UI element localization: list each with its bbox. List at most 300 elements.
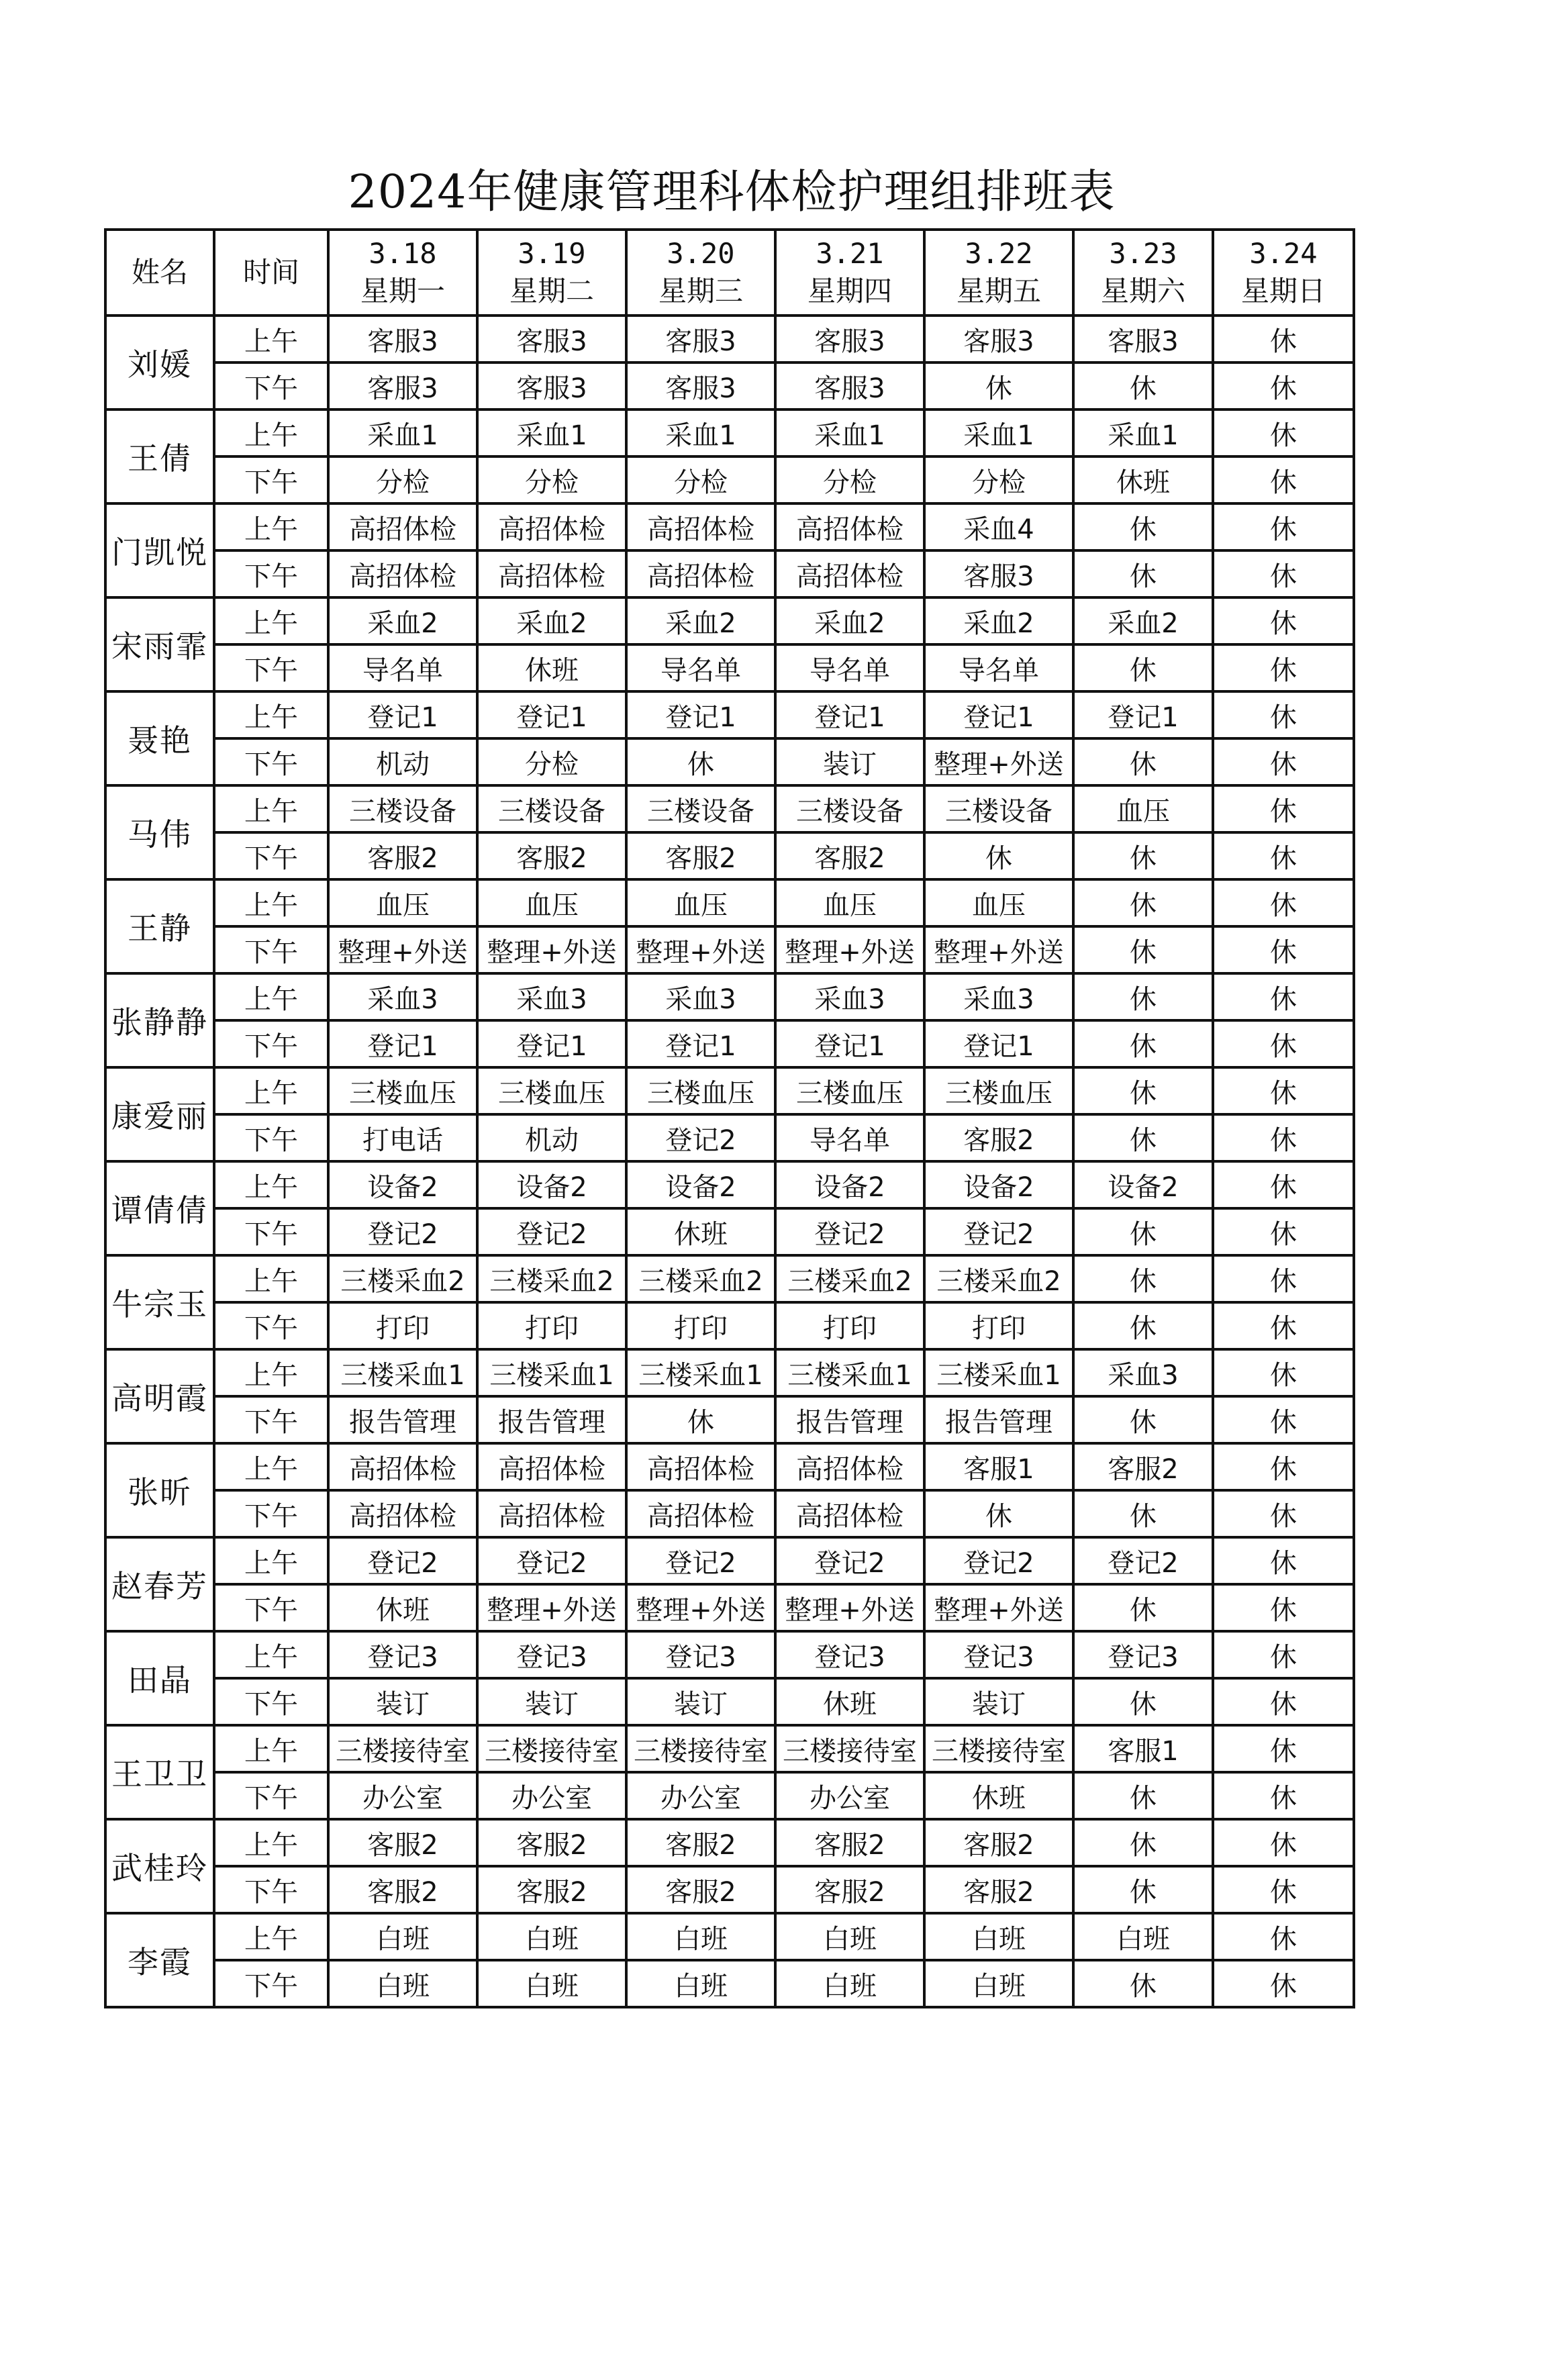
shift-cell: 整理+外送 [477,1584,626,1631]
shift-cell: 休 [1213,1114,1354,1161]
shift-cell: 登记2 [1073,1537,1213,1584]
shift-cell: 分检 [775,456,924,503]
shift-cell: 登记2 [477,1208,626,1255]
shift-cell: 客服2 [477,1866,626,1913]
shift-cell: 白班 [626,1960,775,2007]
period-label: 下午 [214,1396,328,1443]
staff-name: 刘媛 [105,316,214,409]
shift-cell: 报告管理 [775,1396,924,1443]
staff-name: 王静 [105,879,214,973]
schedule-row-pm [105,1020,1354,1067]
shift-cell: 三楼接待室 [775,1725,924,1772]
shift-cell: 休 [1213,879,1354,926]
shift-cell: 血压 [1073,785,1213,832]
shift-cell: 休 [1213,1349,1354,1396]
shift-cell: 休班 [328,1584,477,1631]
schedule-row-pm [105,1490,1354,1537]
shift-cell: 登记3 [1073,1631,1213,1678]
period-label: 上午 [214,1443,328,1490]
shift-cell: 登记1 [924,691,1073,738]
schedule-row-am [105,973,1354,1020]
schedule-row-pm [105,456,1354,503]
shift-cell: 客服2 [775,1866,924,1913]
schedule-row-am [105,1443,1354,1490]
shift-cell: 三楼采血1 [328,1349,477,1396]
shift-cell: 休 [1073,1866,1213,1913]
shift-cell: 高招体检 [626,503,775,550]
shift-cell: 登记2 [775,1208,924,1255]
shift-cell: 休 [1213,1772,1354,1819]
shift-cell: 休 [1073,1819,1213,1866]
shift-cell: 设备2 [1073,1161,1213,1208]
shift-cell: 整理+外送 [924,738,1073,785]
shift-cell: 登记2 [924,1208,1073,1255]
shift-cell: 分检 [477,456,626,503]
shift-cell: 客服2 [1073,1443,1213,1490]
period-label: 下午 [214,1584,328,1631]
shift-cell: 休 [1213,785,1354,832]
shift-cell: 打印 [775,1302,924,1349]
shift-cell: 休 [1073,644,1213,691]
shift-cell: 打电话 [328,1114,477,1161]
shift-cell: 客服3 [775,362,924,409]
shift-cell: 三楼设备 [328,785,477,832]
shift-cell: 登记1 [477,1020,626,1067]
shift-cell: 整理+外送 [626,1584,775,1631]
schedule-table [104,228,1355,2008]
period-label: 上午 [214,503,328,550]
shift-cell: 休 [1213,1913,1354,1960]
shift-cell: 客服3 [924,316,1073,362]
shift-cell: 客服3 [477,362,626,409]
shift-cell: 休 [1073,1067,1213,1114]
shift-cell: 白班 [775,1913,924,1960]
header-weekday: 星期四 [807,275,892,307]
shift-cell: 客服2 [328,832,477,879]
period-label: 下午 [214,1020,328,1067]
shift-cell: 客服1 [924,1443,1073,1490]
shift-cell: 高招体检 [328,550,477,597]
shift-cell: 三楼设备 [477,785,626,832]
schedule-row-pm [105,1396,1354,1443]
shift-cell: 客服2 [924,1866,1073,1913]
shift-cell: 办公室 [328,1772,477,1819]
schedule-row-pm [105,1960,1354,2007]
schedule-row-pm [105,832,1354,879]
shift-cell: 三楼采血1 [477,1349,626,1396]
shift-cell: 装订 [626,1678,775,1725]
shift-cell: 休班 [477,644,626,691]
shift-cell: 报告管理 [924,1396,1073,1443]
shift-cell: 整理+外送 [477,926,626,973]
page-title: 2024年健康管理科体检护理组排班表 [348,166,1116,219]
period-label: 下午 [214,1490,328,1537]
header-weekday: 星期六 [1100,275,1185,307]
shift-cell: 登记2 [775,1537,924,1584]
shift-cell: 装订 [775,738,924,785]
shift-cell: 打印 [626,1302,775,1349]
shift-cell: 设备2 [924,1161,1073,1208]
shift-cell: 客服2 [775,832,924,879]
shift-cell: 导名单 [328,644,477,691]
period-label: 上午 [214,691,328,738]
shift-cell: 白班 [328,1960,477,2007]
header-date: 3.21 [816,237,884,270]
schedule-row-am [105,1631,1354,1678]
shift-cell: 三楼接待室 [328,1725,477,1772]
shift-cell: 休 [1213,1490,1354,1537]
shift-cell: 休 [1213,1443,1354,1490]
shift-cell: 采血3 [924,973,1073,1020]
shift-cell: 采血2 [924,597,1073,644]
shift-cell: 休 [924,362,1073,409]
shift-cell: 登记3 [328,1631,477,1678]
shift-cell: 客服3 [1073,316,1213,362]
schedule-row-am [105,597,1354,644]
shift-cell: 打印 [477,1302,626,1349]
shift-cell: 客服3 [775,316,924,362]
shift-cell: 高招体检 [477,550,626,597]
shift-cell: 休 [1073,1396,1213,1443]
shift-cell: 休 [1213,362,1354,409]
shift-cell: 白班 [626,1913,775,1960]
shift-cell: 登记2 [477,1537,626,1584]
shift-cell: 客服3 [626,316,775,362]
shift-cell: 休 [1073,1772,1213,1819]
shift-cell: 整理+外送 [924,926,1073,973]
shift-cell: 休 [1213,409,1354,456]
shift-cell: 整理+外送 [924,1584,1073,1631]
shift-cell: 整理+外送 [328,926,477,973]
shift-cell: 休 [626,1396,775,1443]
shift-cell: 休 [1213,1067,1354,1114]
shift-cell: 休 [626,738,775,785]
shift-cell: 高招体检 [328,1443,477,1490]
period-label: 下午 [214,738,328,785]
shift-cell: 白班 [477,1960,626,2007]
staff-name: 牛宗玉 [105,1255,214,1349]
shift-cell: 装订 [924,1678,1073,1725]
shift-cell: 血压 [328,879,477,926]
shift-cell: 客服3 [924,550,1073,597]
shift-cell: 三楼血压 [328,1067,477,1114]
staff-name: 张静静 [105,973,214,1067]
shift-cell: 采血4 [924,503,1073,550]
shift-cell: 休 [1213,1208,1354,1255]
schedule-row-am [105,409,1354,456]
staff-name: 高明霞 [105,1349,214,1443]
shift-cell: 装订 [477,1678,626,1725]
period-label: 上午 [214,1255,328,1302]
header-day [1073,230,1213,316]
shift-cell: 高招体检 [775,550,924,597]
schedule-row-pm [105,362,1354,409]
shift-cell: 客服1 [1073,1725,1213,1772]
shift-cell: 高招体检 [328,503,477,550]
shift-cell: 高招体检 [477,1490,626,1537]
shift-cell: 休 [1073,1960,1213,2007]
period-label: 下午 [214,550,328,597]
shift-cell: 白班 [1073,1913,1213,1960]
shift-cell: 高招体检 [775,1443,924,1490]
header-day [924,230,1073,316]
shift-cell: 客服2 [626,832,775,879]
shift-cell: 导名单 [775,1114,924,1161]
header-day [1213,230,1354,316]
shift-cell: 登记2 [924,1537,1073,1584]
shift-cell: 三楼接待室 [626,1725,775,1772]
shift-cell: 采血1 [1073,409,1213,456]
header-weekday: 星期日 [1240,275,1326,307]
period-label: 下午 [214,1114,328,1161]
shift-cell: 血压 [924,879,1073,926]
shift-cell: 导名单 [924,644,1073,691]
header-name: 姓名 [105,230,214,316]
shift-cell: 三楼接待室 [924,1725,1073,1772]
period-label: 下午 [214,362,328,409]
shift-cell: 客服2 [924,1819,1073,1866]
period-label: 上午 [214,1725,328,1772]
schedule-row-am [105,785,1354,832]
schedule-row-am [105,1913,1354,1960]
shift-cell: 休班 [775,1678,924,1725]
shift-cell: 采血2 [1073,597,1213,644]
schedule-row-am [105,316,1354,362]
shift-cell: 登记2 [328,1208,477,1255]
shift-cell: 设备2 [328,1161,477,1208]
shift-cell: 客服2 [477,832,626,879]
header-date: 3.18 [369,237,437,270]
shift-cell: 整理+外送 [775,926,924,973]
shift-cell: 设备2 [775,1161,924,1208]
shift-cell: 机动 [328,738,477,785]
shift-cell: 三楼设备 [626,785,775,832]
period-label: 上午 [214,1537,328,1584]
period-label: 上午 [214,1349,328,1396]
shift-cell: 登记1 [775,1020,924,1067]
schedule-body [105,316,1354,2007]
shift-cell: 休 [1073,362,1213,409]
shift-cell: 登记1 [328,691,477,738]
shift-cell: 休 [1073,832,1213,879]
period-label: 上午 [214,1913,328,1960]
header-weekday: 星期五 [956,275,1041,307]
shift-cell: 休 [1213,1960,1354,2007]
shift-cell: 分检 [924,456,1073,503]
shift-cell: 休 [1073,1020,1213,1067]
shift-cell: 登记1 [924,1020,1073,1067]
period-label: 上午 [214,409,328,456]
shift-cell: 休 [1213,550,1354,597]
shift-cell: 三楼采血2 [477,1255,626,1302]
shift-cell: 登记3 [775,1631,924,1678]
schedule-row-pm [105,644,1354,691]
schedule-row-am [105,1067,1354,1114]
header-row [105,230,1354,316]
shift-cell: 休 [1073,503,1213,550]
shift-cell: 整理+外送 [775,1584,924,1631]
period-label: 下午 [214,1960,328,2007]
shift-cell: 装订 [328,1678,477,1725]
shift-cell: 休 [1073,550,1213,597]
shift-cell: 高招体检 [477,1443,626,1490]
shift-cell: 采血2 [328,597,477,644]
shift-cell: 休 [1213,1678,1354,1725]
shift-cell: 采血1 [328,409,477,456]
schedule-row-pm [105,926,1354,973]
period-label: 上午 [214,597,328,644]
staff-name: 田晶 [105,1631,214,1725]
shift-cell: 客服3 [328,362,477,409]
shift-cell: 高招体检 [477,503,626,550]
period-label: 上午 [214,1067,328,1114]
shift-cell: 登记1 [626,1020,775,1067]
shift-cell: 三楼设备 [924,785,1073,832]
period-label: 上午 [214,1161,328,1208]
period-label: 下午 [214,1772,328,1819]
shift-cell: 血压 [477,879,626,926]
shift-cell: 休 [1073,738,1213,785]
staff-name: 王倩 [105,409,214,503]
period-label: 上午 [214,1631,328,1678]
period-label: 上午 [214,879,328,926]
shift-cell: 登记1 [328,1020,477,1067]
header-weekday: 星期一 [360,275,445,307]
shift-cell: 休班 [1073,456,1213,503]
shift-cell: 机动 [477,1114,626,1161]
header-weekday: 星期二 [509,275,594,307]
shift-cell: 采血2 [477,597,626,644]
shift-cell: 休 [1073,1584,1213,1631]
schedule-row-pm [105,1678,1354,1725]
shift-cell: 休 [1213,1302,1354,1349]
shift-cell: 休 [1073,1255,1213,1302]
schedule-row-am [105,691,1354,738]
shift-cell: 设备2 [626,1161,775,1208]
shift-cell: 三楼接待室 [477,1725,626,1772]
shift-cell: 高招体检 [626,550,775,597]
schedule-row-pm [105,1866,1354,1913]
shift-cell: 三楼设备 [775,785,924,832]
shift-cell: 采血3 [1073,1349,1213,1396]
schedule-row-am [105,1161,1354,1208]
shift-cell: 白班 [924,1960,1073,2007]
shift-cell: 血压 [775,879,924,926]
shift-cell: 休 [1073,1678,1213,1725]
shift-cell: 登记1 [626,691,775,738]
shift-cell: 休 [1213,597,1354,644]
shift-cell: 三楼采血2 [924,1255,1073,1302]
shift-cell: 休 [1073,1114,1213,1161]
shift-cell: 客服3 [328,316,477,362]
shift-cell: 导名单 [626,644,775,691]
shift-cell: 高招体检 [626,1490,775,1537]
schedule-row-am [105,1725,1354,1772]
shift-cell: 休 [1073,973,1213,1020]
period-label: 下午 [214,1208,328,1255]
shift-cell: 打印 [328,1302,477,1349]
shift-cell: 登记1 [775,691,924,738]
shift-cell: 高招体检 [328,1490,477,1537]
shift-cell: 休班 [626,1208,775,1255]
shift-cell: 采血1 [775,409,924,456]
shift-cell: 高招体检 [775,503,924,550]
staff-name: 马伟 [105,785,214,879]
shift-cell: 登记1 [477,691,626,738]
shift-cell: 高招体检 [775,1490,924,1537]
shift-cell: 三楼采血1 [924,1349,1073,1396]
staff-name: 张昕 [105,1443,214,1537]
shift-cell: 休 [1073,1490,1213,1537]
shift-cell: 休 [1213,832,1354,879]
header-time: 时间 [214,230,328,316]
shift-cell: 采血3 [775,973,924,1020]
shift-cell: 白班 [477,1913,626,1960]
header-day [626,230,775,316]
schedule-row-am [105,1349,1354,1396]
shift-cell: 客服2 [328,1819,477,1866]
shift-cell: 打印 [924,1302,1073,1349]
schedule-row-am [105,1537,1354,1584]
shift-cell: 登记3 [477,1631,626,1678]
shift-cell: 客服2 [626,1819,775,1866]
shift-cell: 采血3 [477,973,626,1020]
shift-cell: 休 [1213,1255,1354,1302]
shift-cell: 三楼血压 [775,1067,924,1114]
shift-cell: 休 [1213,691,1354,738]
schedule-row-am [105,503,1354,550]
header-date: 3.23 [1109,237,1177,270]
header-day [477,230,626,316]
header-weekday: 星期三 [658,275,743,307]
shift-cell: 休 [924,832,1073,879]
shift-cell: 办公室 [477,1772,626,1819]
shift-cell: 休 [1073,879,1213,926]
shift-cell: 休 [1213,926,1354,973]
staff-name: 李霞 [105,1913,214,2007]
shift-cell: 整理+外送 [626,926,775,973]
shift-cell: 采血3 [626,973,775,1020]
shift-cell: 休 [1213,1537,1354,1584]
staff-name: 宋雨霏 [105,597,214,691]
shift-cell: 采血1 [477,409,626,456]
shift-cell: 休 [924,1490,1073,1537]
period-label: 下午 [214,1302,328,1349]
schedule-row-pm [105,550,1354,597]
shift-cell: 休 [1213,1584,1354,1631]
schedule-row-pm [105,1208,1354,1255]
shift-cell: 客服2 [775,1819,924,1866]
staff-name: 康爱丽 [105,1067,214,1161]
shift-cell: 三楼采血2 [626,1255,775,1302]
shift-cell: 报告管理 [477,1396,626,1443]
shift-cell: 休 [1213,503,1354,550]
schedule-row-pm [105,1772,1354,1819]
shift-cell: 采血2 [626,597,775,644]
schedule-row-am [105,1255,1354,1302]
staff-name: 赵春芳 [105,1537,214,1631]
shift-cell: 白班 [775,1960,924,2007]
period-label: 上午 [214,973,328,1020]
shift-cell: 客服2 [626,1866,775,1913]
shift-cell: 三楼血压 [924,1067,1073,1114]
period-label: 下午 [214,1678,328,1725]
shift-cell: 休 [1213,456,1354,503]
shift-cell: 登记3 [626,1631,775,1678]
shift-cell: 三楼采血2 [328,1255,477,1302]
shift-cell: 休 [1213,644,1354,691]
shift-cell: 三楼血压 [626,1067,775,1114]
